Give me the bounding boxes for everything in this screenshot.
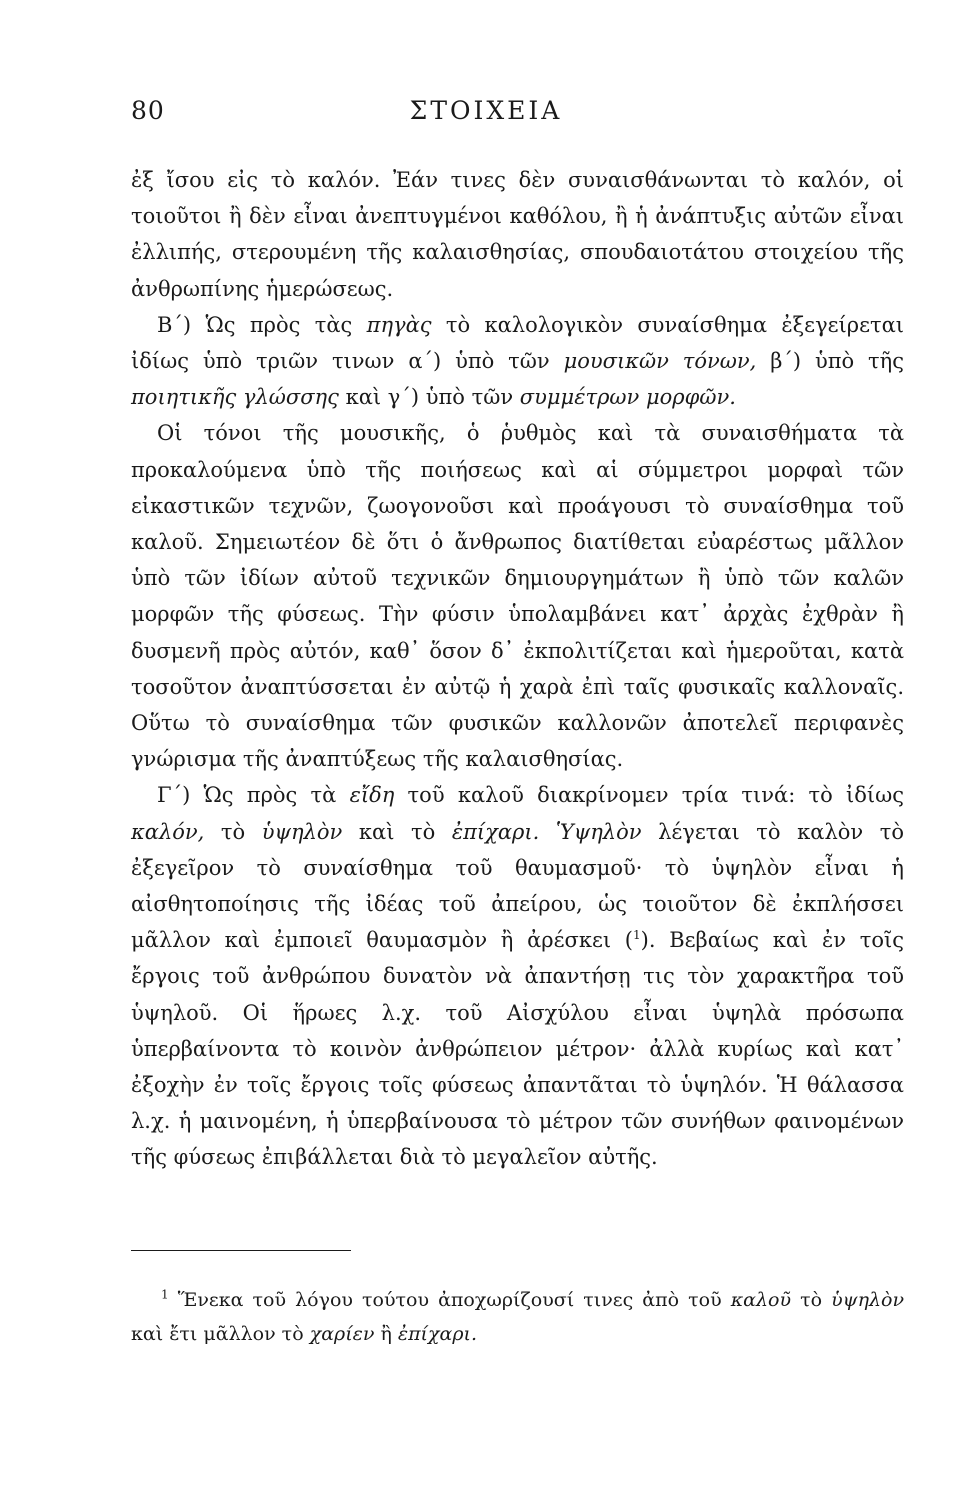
fn-text-g: ἢ bbox=[374, 1323, 398, 1345]
fn-italic-graceful: ἐπίχαρι. bbox=[397, 1323, 478, 1345]
fn-text-e: καὶ ἔτι μᾶλλον τὸ bbox=[131, 1323, 310, 1345]
paragraph-3: Οἱ τόνοι τῆς μουσικῆς, ὁ ῥυθμὸς καὶ τὰ συναισθήματα τὰ προκαλούμενα ὑπὸ τῆς ποιήσεως καὶ αἱ σύμμετροι μορφαὶ τῶν εἰκαστικῶν τεχνῶν, ζωογονοῦσι καὶ προάγουσι τὸ συναίσθημα τοῦ καλοῦ. Σημειωτέον δὲ ὅτι ὁ ἄνθρωπος διατίθεται εὐαρέστως μᾶλλον ὑπὸ τῶν ἰδίων αὐτοῦ τεχνικῶν δημιουργημάτων ἢ ὑπὸ τῶν καλῶν μορφῶν τῆς φύσεως. Τὴν φύσιν ὑπολαμβάνει κατ᾿ ἀρχὰς ἐχθρὰν ἢ δυσμενῆ πρὸς αὐτόν, καθ᾿ ὅσον δ᾿ ἐκπολιτίζεται καὶ ἡμεροῦται, κατὰ τοσοῦτον ἀναπτύσσεται ἐν αὐτῷ ἡ χαρὰ ἐπὶ ταῖς φυσικαῖς καλλοναῖς. Οὕτω τὸ συναίσθημα τῶν φυσικῶν καλλονῶν ἀποτελεῖ περιφανὲς γνώρισμα τῆς ἀναπτύξεως τῆς καλαισθησίας. bbox=[131, 421, 904, 772]
paragraph-4 bbox=[131, 777, 904, 1175]
running-title: ΣΤΟΙΧΕΙΑ bbox=[409, 96, 563, 125]
p4-text-c: τοῦ καλοῦ διακρίνομεν τρία τινά: τὸ ἰδίως bbox=[394, 783, 904, 808]
footnote-reference: 1 bbox=[633, 928, 641, 943]
p4-text-g: καὶ τὸ bbox=[342, 819, 452, 844]
p2-text-c: τὸ καλολογικὸν συναίσθημα ἐξεγείρεται ἰδίως ὑπὸ τριῶν τινων α΄) ὑπὸ τῶν bbox=[131, 312, 904, 374]
p4-italic-graceful: ἐπίχαρι. bbox=[451, 819, 540, 844]
p2-italic-symmetric-forms: συμμέτρων μορφῶν. bbox=[519, 385, 736, 410]
fn-text-c: τὸ bbox=[791, 1289, 832, 1311]
p2-italic-poetic-language: ποιητικῆς γλώσσης bbox=[131, 385, 339, 410]
p2-text-a: Β΄) Ὡς πρὸς τὰς bbox=[157, 312, 367, 337]
paragraph-2 bbox=[131, 307, 904, 416]
fn-italic-charming: χαρίεν bbox=[309, 1323, 375, 1345]
p4-italic-sublime-term: Ὑψηλὸν bbox=[555, 819, 642, 844]
main-text bbox=[131, 162, 904, 1176]
p4-text-e: τὸ bbox=[204, 819, 262, 844]
footnote bbox=[131, 1283, 904, 1351]
p4-italic-sublime: ὑψηλὸν bbox=[261, 819, 343, 844]
fn-text-a: Ἕνεκα τοῦ λόγου τούτου ἀποχωρίζουσί τινες ἀπὸ τοῦ bbox=[168, 1289, 731, 1311]
paragraph-1: ἐξ ἴσου εἰς τὸ καλόν. Ἐάν τινες δὲν συναισθάνωνται τὸ καλόν, οἱ τοιοῦτοι ἢ δὲν εἶναι ἀνεπτυγμένοι καθόλου, ἢ ἡ ἀνάπτυξις αὐτῶν εἶναι ἐλλιπής, στερουμένη τῆς καλαισθησίας, σπουδαιοτάτου στοιχείου τῆς ἀνθρωπίνης ἡμερώσεως. bbox=[131, 168, 904, 301]
p2-text-g: καὶ γ΄) ὑπὸ τῶν bbox=[338, 385, 520, 410]
p4-text-k: λέγεται τὸ καλὸν τὸ ἐξεγεῖρον τὸ συναίσθημα τοῦ θαυμασμοῦ· τὸ ὑψηλὸν εἶναι ἡ αἰσθητοποίησις τῆς ἰδέας τοῦ ἀπείρου, ὡς τοιοῦτον δὲ ἐκπλήσσει μᾶλλον καὶ ἐμποιεῖ θαυμασμὸν ἢ ἀρέσκει ( bbox=[131, 819, 904, 953]
footnote-divider bbox=[131, 1250, 351, 1251]
fn-italic-sublime: ὑψηλὸν bbox=[831, 1289, 904, 1311]
p4-italic-beautiful: καλόν, bbox=[131, 819, 205, 844]
p4-text-i bbox=[539, 820, 556, 844]
fn-italic-beautiful: καλοῦ bbox=[730, 1289, 792, 1311]
p2-italic-musical-tones: μουσικῶν τόνων, bbox=[563, 349, 757, 374]
footnote-marker: 1 bbox=[161, 1287, 169, 1302]
p2-text-e: β΄) ὑπὸ τῆς bbox=[756, 349, 904, 374]
p4-text-m: ). Βεβαίως καὶ ἐν τοῖς ἔργοις τοῦ ἀνθρώπου δυνατὸν νὰ ἀπαντήσῃ τις τὸν χαρακτῆρα τοῦ ὑψηλοῦ. Οἱ ἥρωες λ.χ. τοῦ Αἰσχύλου εἶναι ὑψηλὰ πρόσωπα ὑπερβαίνοντα τὸ κοινὸν ἀνθρώπειον μέτρον· ἀλλὰ κυρίως καὶ κατ᾿ ἐξοχὴν ἐν τοῖς ἔργοις τοῖς φύσεως ἀπαντᾶται τὸ ὑψηλόν. Ἡ θάλασσα λ.χ. ἡ μαινομένη, ἡ ὑπερβαίνουσα τὸ μέτρον τῶν συνήθων φαινομένων τῆς φύσεως ἐπιβάλλεται διὰ τὸ μεγαλεῖον αὐτῆς. bbox=[131, 928, 904, 1170]
page-number: 80 bbox=[131, 96, 165, 125]
p4-text-a: Γ΄) Ὡς πρὸς τὰ bbox=[157, 783, 350, 808]
p4-italic-kinds: εἴδη bbox=[349, 783, 395, 808]
p2-italic-sources: πηγὰς bbox=[366, 312, 432, 337]
